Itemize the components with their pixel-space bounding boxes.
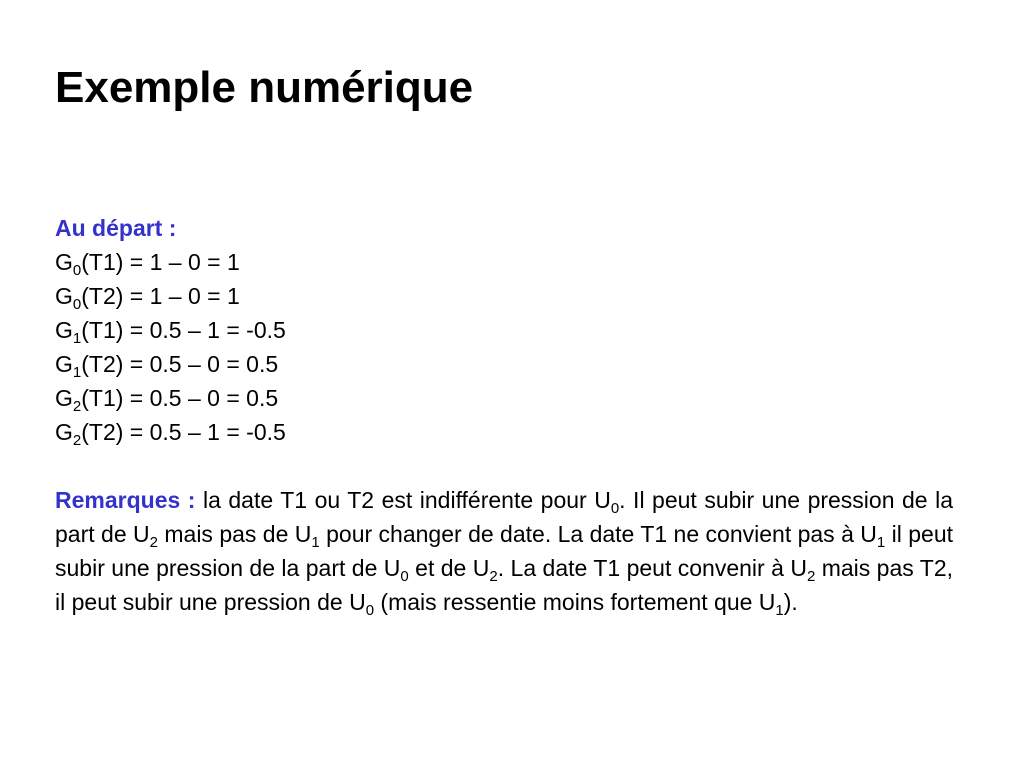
remarks-segment: et de U (408, 555, 490, 581)
initial-heading: Au départ : (55, 215, 177, 241)
slide-body (55, 211, 953, 619)
equation-expression: (T1) = 0.5 – 0 = 0.5 (81, 385, 279, 411)
equation-line (55, 347, 953, 381)
equation-subscript: 2 (72, 398, 82, 415)
remarks-segment: . La date T1 peut convenir à U (497, 555, 807, 581)
slide-title: Exemple numérique (55, 63, 474, 112)
remarks-subscript: 0 (610, 500, 620, 517)
remarks-segment: pour changer de date. La date T1 ne convient pas à U (319, 521, 877, 547)
equation-line (55, 313, 953, 347)
remarks-segment: ). (783, 589, 798, 615)
equation-subscript: 1 (72, 330, 82, 347)
spacer (55, 449, 953, 483)
equation-expression: (T1) = 0.5 – 1 = -0.5 (81, 317, 286, 343)
remarks-subscript: 0 (400, 568, 409, 585)
equation-line (55, 279, 953, 313)
remarks-segment: la date T1 ou T2 est indifférente pour U (195, 487, 611, 513)
remarks-subscript: 0 (365, 602, 375, 619)
remarks-subscript: 1 (311, 534, 320, 551)
remarks-subscript: 2 (806, 568, 816, 585)
remarks-paragraph (55, 483, 953, 619)
remarks-segment: . Il peut subir une pression de la part de U (55, 487, 953, 547)
equation-line (55, 415, 953, 449)
equation-expression: (T1) = 1 – 0 = 1 (81, 249, 240, 275)
remarks-segment: il peut subir une pression de la part de U (55, 521, 954, 581)
remarks-subscript: 2 (149, 534, 158, 551)
remarks-subscript: 2 (489, 568, 498, 585)
equation-letter: G (55, 385, 73, 411)
remarks-subscript: 1 (876, 534, 886, 551)
remarks-segment: mais pas de U (157, 521, 312, 547)
equation-line (55, 381, 953, 415)
equation-letter: G (55, 351, 73, 377)
equation-subscript: 1 (72, 364, 82, 381)
equation-expression: (T2) = 0.5 – 0 = 0.5 (81, 351, 279, 377)
equation-line (55, 245, 953, 279)
equation-letter: G (55, 317, 73, 343)
equation-letter: G (55, 283, 73, 309)
equation-expression: (T2) = 0.5 – 1 = -0.5 (81, 419, 286, 445)
remarks-subscript: 1 (775, 602, 784, 619)
equation-letter: G (55, 249, 73, 275)
equation-subscript: 0 (72, 262, 82, 279)
equation-subscript: 2 (72, 432, 82, 449)
equation-letter: G (55, 419, 73, 445)
remarks-segment: (mais ressentie moins fortement que U (374, 589, 776, 615)
equation-subscript: 0 (72, 296, 82, 313)
equation-expression: (T2) = 1 – 0 = 1 (81, 283, 240, 309)
remarks-segment: mais pas T2, il peut subir une pression de U (55, 555, 953, 615)
remarks-label: Remarques : (55, 487, 196, 513)
